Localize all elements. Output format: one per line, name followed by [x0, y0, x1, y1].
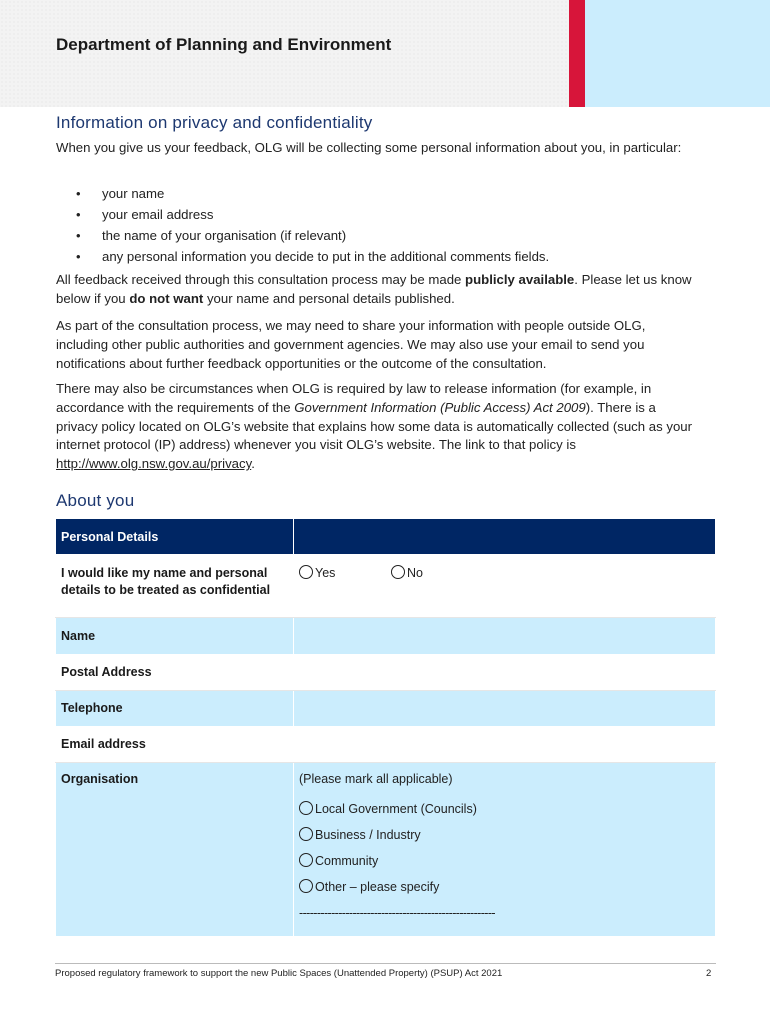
legal-paragraph: [56, 380, 696, 474]
option-community[interactable]: [299, 848, 710, 874]
text-run: ). There is a privacy policy located on OLG’s website that explains how some data is automatically collected (such as your internet protocol (IP) address) whenever you visit OLG’s website. The link to that policy is: [56, 399, 693, 453]
radio-community[interactable]: [299, 853, 313, 867]
no-label: No: [407, 566, 423, 580]
publication-paragraph: [56, 271, 696, 309]
emphasis-do-not-want: do not want: [129, 290, 204, 306]
telephone-field[interactable]: [294, 691, 716, 727]
act-title: Government Information (Public Access) Act 2009: [294, 399, 586, 415]
table-header-row: [56, 519, 716, 555]
confidential-options: [294, 555, 716, 618]
privacy-heading: Information on privacy and confidentiality: [56, 113, 373, 132]
yes-option[interactable]: [299, 565, 391, 580]
text-run: .: [251, 456, 255, 472]
email-row: [56, 727, 716, 763]
organisation-label: Organisation: [56, 763, 294, 937]
text-run: There may also be circumstances when OLG is required by law to release information (for example, in accordance with the requirements of the: [56, 381, 652, 415]
email-field[interactable]: [294, 727, 716, 763]
no-option[interactable]: [391, 566, 423, 580]
text-run: All feedback received through this consultation process may be made: [56, 272, 466, 287]
text-run: your name and personal details published.: [203, 290, 455, 306]
emphasis-publicly-available: publicly available: [465, 272, 575, 287]
postal-row: [56, 655, 716, 691]
yes-label: Yes: [315, 566, 336, 580]
list-item: • the name of your organisation (if relevant): [56, 225, 549, 246]
telephone-row: [56, 691, 716, 727]
privacy-policy-link[interactable]: http://www.olg.nsw.gov.au/privacy: [56, 456, 252, 472]
option-label: Local Government (Councils): [315, 802, 477, 816]
header-red-accent: [569, 0, 585, 107]
organisation-note: (Please mark all applicable): [299, 772, 453, 786]
option-business-industry[interactable]: [299, 822, 710, 848]
option-label: Other – please specify: [315, 880, 440, 894]
radio-local-government[interactable]: [299, 801, 313, 815]
privacy-intro: When you give us your feedback, OLG will be collecting some personal information about you, in particular:: [56, 140, 682, 155]
telephone-label: Telephone: [56, 691, 294, 727]
sharing-paragraph: As part of the consultation process, we may need to share your information with people outside OLG, including other public authorities and government agencies. We may also use your email to send you notifications about further feedback opportunities or the outcome of the consultation.: [56, 318, 646, 371]
option-other[interactable]: [299, 874, 710, 900]
postal-label: Postal Address: [56, 655, 294, 691]
organisation-options: [294, 763, 716, 937]
postal-address-field[interactable]: [294, 655, 716, 691]
name-row: [56, 618, 716, 655]
page-number: 2: [706, 968, 712, 979]
privacy-bullet-list: [56, 183, 549, 267]
personal-details-table: [55, 518, 716, 937]
radio-other[interactable]: [299, 879, 313, 893]
about-you-heading: About you: [56, 491, 135, 510]
confidential-label: I would like my name and personal details to be treated as confidential: [56, 555, 294, 618]
text-run: . Please let us know below if you: [56, 272, 692, 306]
radio-no[interactable]: [391, 565, 405, 579]
radio-business-industry[interactable]: [299, 827, 313, 841]
organisation-row: [56, 763, 716, 937]
department-title: Department of Planning and Environment: [56, 35, 392, 54]
name-field[interactable]: [294, 618, 716, 655]
option-local-government[interactable]: [299, 796, 710, 822]
option-label: Business / Industry: [315, 828, 421, 842]
footer-divider: [55, 963, 716, 964]
table-header-label: Personal Details: [56, 519, 294, 555]
other-specify-line[interactable]: -------------------------------------------------------: [299, 906, 495, 920]
list-item: • your email address: [56, 204, 549, 225]
email-label: Email address: [56, 727, 294, 763]
header-blue-accent: [585, 0, 770, 107]
table-header-empty: [294, 519, 716, 555]
radio-yes[interactable]: [299, 565, 313, 579]
list-item: • your name: [56, 183, 549, 204]
name-label: Name: [56, 618, 294, 655]
list-item: • any personal information you decide to put in the additional comments fields.: [56, 246, 549, 267]
confidential-row: [56, 555, 716, 618]
option-label: Community: [315, 854, 379, 868]
footer-text: Proposed regulatory framework to support the new Public Spaces (Unattended Property) (PSUP) Act 2021: [55, 968, 503, 979]
